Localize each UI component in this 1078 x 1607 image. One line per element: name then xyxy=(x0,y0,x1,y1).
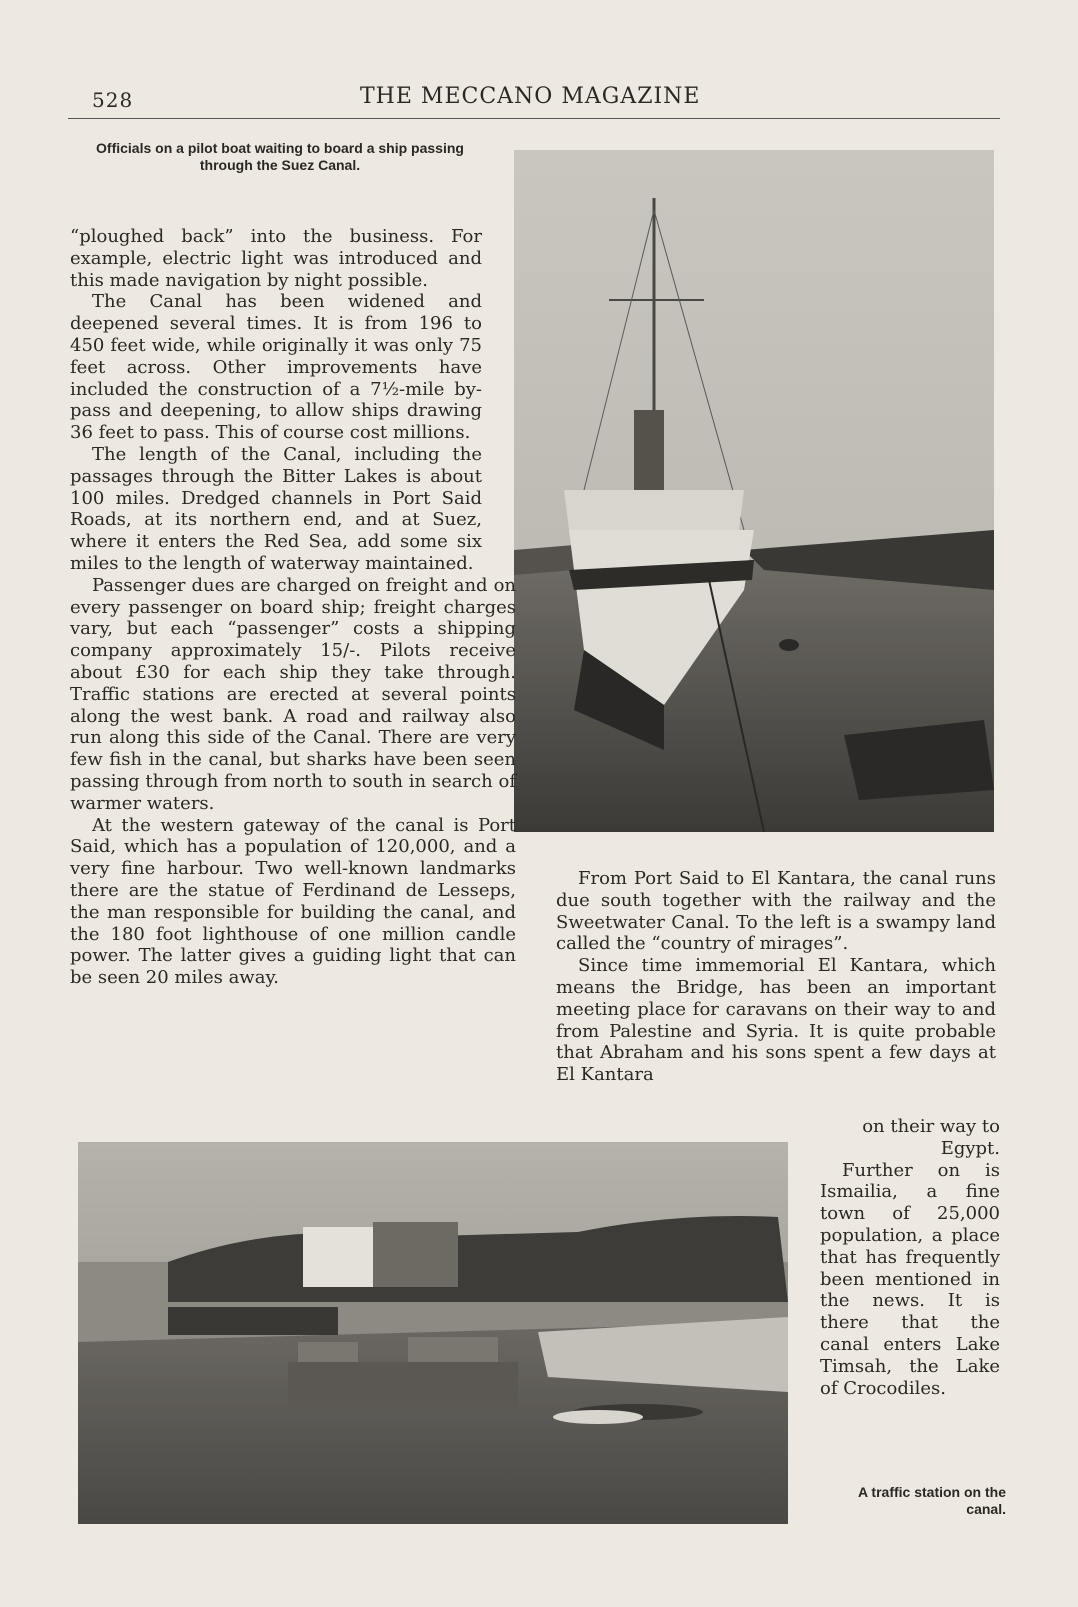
traffic-station-photo xyxy=(78,1142,788,1524)
paragraph: Passenger dues are charged on freight and on every passenger on board ship; freight charges vary, but each “passenger” costs a shipping company approximately 15/-. Pilots receive about £30 for each ship they take through. Traffic stations are erected at several points along the west bank. A road and railway also run along this side of the Canal. There are very few fish in the canal, but sharks have been seen passing through from north to south in search of warmer waters. xyxy=(70,574,516,814)
narrow-column-text xyxy=(820,1116,1000,1399)
page-number: 528 xyxy=(92,88,134,112)
paragraph: Since time immemorial El Kantara, which means the Bridge, has been an important meeting place for caravans on their way to and from Palestine and Syria. It is quite probable that Abraham and his sons spent a few days at El Kantara xyxy=(556,955,996,1086)
paragraph: “ploughed back” into the business. For example, electric light was introduced and this made navigation by night possible. xyxy=(70,226,482,291)
photo-caption-pilot-boat: Officials on a pilot boat waiting to board a ship passing through the Suez Canal. xyxy=(96,140,464,173)
right-column-text xyxy=(556,868,996,1086)
magazine-title: THE MECCANO MAGAZINE xyxy=(360,84,701,109)
paragraph: The length of the Canal, including the passages through the Bitter Lakes is about 100 miles. Dredged channels in Port Said Roads, at its northern end, and at Suez, where it enters the Red Sea, add some six miles to the length of waterway maintained. xyxy=(70,443,482,574)
photo-caption-traffic-station: A traffic station on the canal. xyxy=(857,1484,1006,1517)
paragraph: The Canal has been widened and deepened several times. It is from 196 to 450 feet wide, while originally it was only 75 feet across. Other improvements have included the construction of a 7½-mile by-pass and deepening, to allow ships drawing 36 feet to pass. This of course cost millions. xyxy=(70,291,482,444)
ship-photo xyxy=(514,150,994,832)
paragraph: At the western gateway of the canal is Port Said, which has a population of 120,000, and a very fine harbour. Two well-known landmarks there are the statue of Ferdinand de Lesseps, the man responsible for building the canal, and the 180 foot lighthouse of one million candle power. The latter gives a guiding light that can be seen 20 miles away. xyxy=(70,814,516,989)
left-column-text xyxy=(70,226,516,989)
paragraph: on their way to Egypt. xyxy=(862,1116,1000,1159)
header-rule xyxy=(68,118,1000,119)
paragraph: Further on is Ismailia, a fine town of 25,000 population, a place that has frequently been mentioned in the news. It is there that the canal enters Lake Timsah, the Lake of Crocodiles. xyxy=(820,1159,1000,1399)
paragraph: From Port Said to El Kantara, the canal runs due south together with the railway and the Sweetwater Canal. To the left is a swampy land called the “country of mirages”. xyxy=(556,868,996,955)
